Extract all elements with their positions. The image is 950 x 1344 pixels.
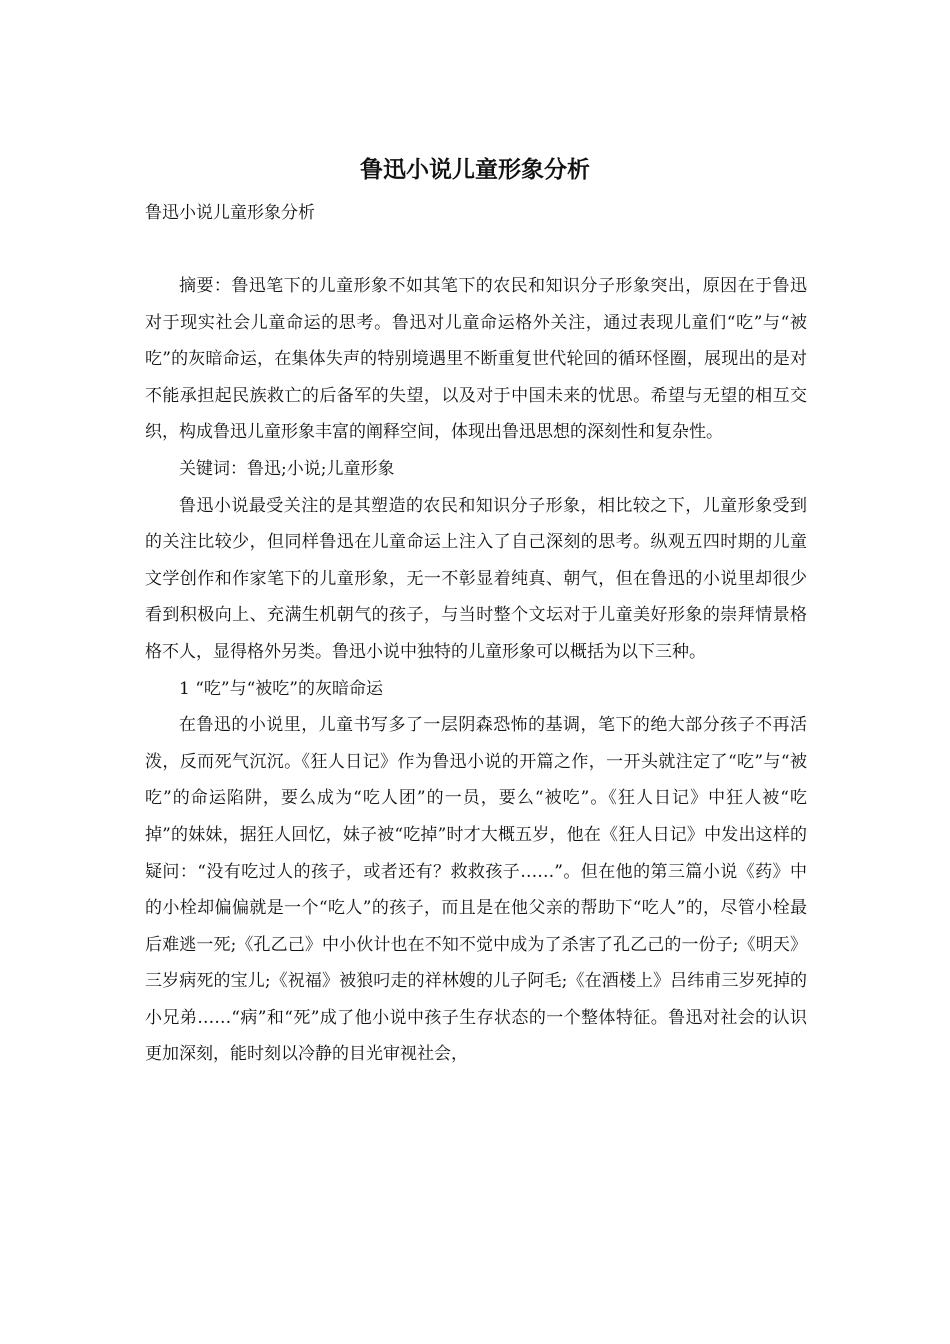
section-1-paragraph: 在鲁迅的小说里，儿童书写多了一层阴森恐怖的基调，笔下的绝大部分孩子不再活泼，反而死气沉沉。《狂人日记》作为鲁迅小说的开篇之作，一开头就注定了“吃”与“被吃”的命运陷阱，要么成为“吃人团”的一员，要么“被吃”。《狂人日记》中狂人被“吃掉”的妹妹，据狂人回忆，妹子被“吃掉”时才大概五岁，他在《狂人日记》中发出这样的疑问：“没有吃过人的孩子，或者还有？救救孩子……”。但在他的第三篇小说《药》中的小栓却偏偏就是一个“吃人”的孩子，而且是在他父亲的帮助下“吃人”的，尽管小栓最后难逃一死;《孔乙己》中小伙计也在不知不觉中成为了杀害了孔乙己的一份子;《明天》三岁病死的宝儿;《祝福》被狼叼走的祥林嫂的儿子阿毛;《在酒楼上》吕纬甫三岁死掉的小兄弟……“病”和“死”成了他小说中孩子生存状态的一个整体特征。鲁迅对社会的认识更加深刻，能时刻以冷静的目光审视社会， xyxy=(145,715,807,1065)
document-title: 鲁迅小说儿童形象分析 xyxy=(360,157,590,183)
keywords-paragraph: 关键词：鲁迅;小说;儿童形象 xyxy=(179,458,395,479)
section-heading-1: 1 “吃”与“被吃”的灰暗命运 xyxy=(179,678,383,699)
abstract-paragraph: 摘要：鲁迅笔下的儿童形象不如其笔下的农民和知识分子形象突出，原因在于鲁迅对于现实社会儿童命运的思考。鲁迅对儿童命运格外关注，通过表现儿童们“吃”与“被吃”的灰暗命运，在集体失声的特别境遇里不断重复世代轮回的循环怪圈，展现出的是对不能承担起民族救亡的后备军的失望，以及对于中国未来的忧思。希望与无望的相互交织，构成鲁迅儿童形象丰富的阐释空间，体现出鲁迅思想的深刻性和复杂性。 xyxy=(145,276,807,443)
intro-paragraph: 鲁迅小说最受关注的是其塑造的农民和知识分子形象，相比较之下，儿童形象受到的关注比较少，但同样鲁迅在儿童命运上注入了自己深刻的思考。纵观五四时期的儿童文学创作和作家笔下的儿童形象，无一不彰显着纯真、朝气，但在鲁迅的小说里却很少看到积极向上、充满生机朝气的孩子，与当时整个文坛对于儿童美好形象的崇拜情景格格不人，显得格外另类。鲁迅小说中独特的儿童形象可以概括为以下三种。 xyxy=(145,495,807,662)
document-subtitle: 鲁迅小说儿童形象分析 xyxy=(145,203,315,223)
document-body xyxy=(145,268,807,1073)
